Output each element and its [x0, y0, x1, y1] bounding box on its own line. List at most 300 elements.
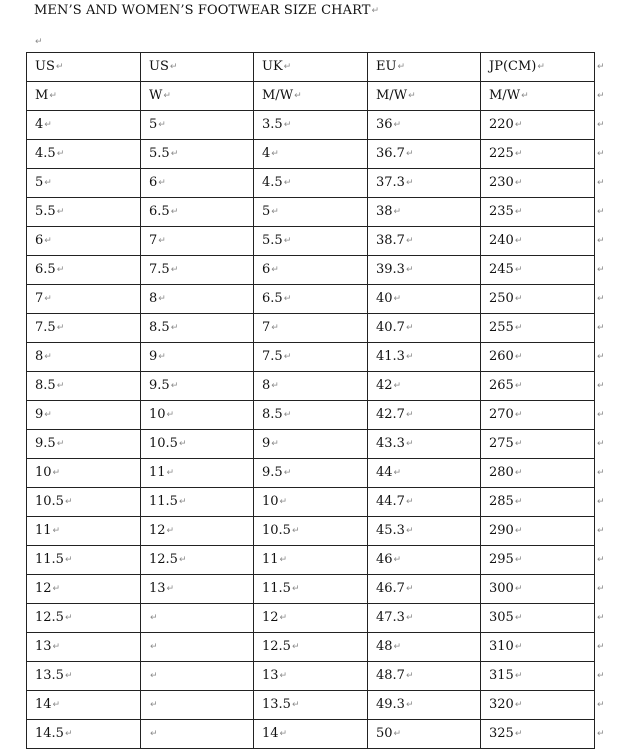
- table-row: [27, 517, 595, 546]
- cell-eu: [368, 430, 481, 459]
- cell-eu: [368, 720, 481, 749]
- row-end-mark-icon: ↵: [597, 409, 605, 420]
- cell-uk: [254, 517, 368, 546]
- cell-end-mark-icon: ↵: [166, 468, 175, 478]
- cell-end-mark-icon: ↵: [56, 207, 65, 217]
- cell-us-women: [141, 430, 254, 459]
- document-title-text: MEN’S AND WOMEN’S FOOTWEAR SIZE CHART: [34, 3, 371, 18]
- cell-end-mark-icon: ↵: [514, 700, 523, 710]
- paragraph-mark-icon: ↵: [371, 6, 380, 16]
- cell-text: 12.5: [149, 552, 178, 567]
- cell-end-mark-icon: ↵: [279, 613, 288, 623]
- document-title: [34, 3, 379, 18]
- cell-end-mark-icon: ↵: [64, 497, 73, 507]
- cell-uk: [254, 459, 368, 488]
- cell-us-women: [141, 227, 254, 256]
- cell-us-men: [27, 662, 141, 691]
- cell-text: 10.5: [35, 494, 64, 509]
- cell-end-mark-icon: ↵: [271, 149, 279, 159]
- cell-us-men: [27, 488, 141, 517]
- table-row: [27, 343, 595, 372]
- row-end-mark-icon: ↵: [597, 525, 605, 536]
- cell-end-mark-icon: ↵: [405, 352, 414, 362]
- cell-end-mark-icon: ↵: [291, 526, 300, 536]
- cell-end-mark-icon: ↵: [166, 526, 175, 536]
- cell-text: 6: [149, 175, 158, 190]
- cell-end-mark-icon: ↵: [169, 62, 178, 72]
- cell-us-women: [141, 488, 254, 517]
- cell-end-mark-icon: ↵: [158, 294, 166, 304]
- cell-uk: [254, 285, 368, 314]
- cell-us-men: [27, 343, 141, 372]
- table-row: [27, 372, 595, 401]
- cell-end-mark-icon: ↵: [158, 178, 166, 188]
- cell-uk: [254, 227, 368, 256]
- cell-uk: [254, 82, 368, 111]
- cell-text: 14: [262, 726, 279, 741]
- cell-us-women: [141, 140, 254, 169]
- cell-end-mark-icon: ↵: [283, 468, 292, 478]
- cell-text: US: [149, 59, 169, 74]
- cell-us-men: [27, 82, 141, 111]
- cell-end-mark-icon: ↵: [393, 468, 402, 478]
- cell-jp: [481, 575, 595, 604]
- table-row: [27, 575, 595, 604]
- cell-text: 300: [489, 581, 514, 596]
- cell-text: 6.5: [262, 291, 283, 306]
- row-end-marks: [597, 52, 609, 748]
- cell-end-mark-icon: ↵: [405, 178, 414, 188]
- cell-eu: [368, 401, 481, 430]
- cell-us-men: [27, 517, 141, 546]
- size-chart-body: [27, 53, 595, 749]
- cell-text: 225: [489, 146, 514, 161]
- cell-end-mark-icon: ↵: [291, 700, 300, 710]
- cell-text: 220: [489, 117, 514, 132]
- row-end-mark-icon: ↵: [597, 264, 605, 275]
- cell-text: 11: [149, 465, 166, 480]
- cell-text: 11: [35, 523, 52, 538]
- cell-text: 13.5: [35, 668, 64, 683]
- size-chart-table: [26, 52, 595, 749]
- cell-end-mark-icon: ↵: [170, 207, 179, 217]
- table-row: [27, 604, 595, 633]
- cell-text: 42: [376, 378, 393, 393]
- cell-end-mark-icon: ↵: [271, 381, 279, 391]
- cell-jp: [481, 633, 595, 662]
- cell-uk: [254, 430, 368, 459]
- cell-text: 320: [489, 697, 514, 712]
- cell-end-mark-icon: ↵: [44, 120, 52, 130]
- cell-text: 315: [489, 668, 514, 683]
- cell-text: 49.3: [376, 697, 405, 712]
- cell-end-mark-icon: ↵: [514, 526, 523, 536]
- cell-text: 265: [489, 378, 514, 393]
- cell-text: 10: [149, 407, 166, 422]
- row-end-mark-icon: ↵: [597, 148, 605, 159]
- cell-end-mark-icon: ↵: [150, 671, 158, 681]
- cell-end-mark-icon: ↵: [514, 236, 523, 246]
- cell-eu: [368, 691, 481, 720]
- cell-jp: [481, 82, 595, 111]
- cell-end-mark-icon: ↵: [158, 236, 166, 246]
- cell-us-men: [27, 575, 141, 604]
- cell-end-mark-icon: ↵: [514, 410, 523, 420]
- cell-text: 5: [149, 117, 158, 132]
- cell-text: 6.5: [35, 262, 56, 277]
- cell-end-mark-icon: ↵: [150, 729, 158, 739]
- cell-jp: [481, 401, 595, 430]
- cell-text: 7: [35, 291, 44, 306]
- cell-jp: [481, 430, 595, 459]
- cell-jp: [481, 372, 595, 401]
- cell-eu: [368, 662, 481, 691]
- row-end-mark-icon: ↵: [597, 206, 605, 217]
- cell-us-women: [141, 314, 254, 343]
- cell-text: UK: [262, 59, 283, 74]
- cell-end-mark-icon: ↵: [150, 700, 158, 710]
- cell-us-women: [141, 169, 254, 198]
- cell-jp: [481, 691, 595, 720]
- cell-end-mark-icon: ↵: [52, 584, 61, 594]
- cell-us-men: [27, 140, 141, 169]
- cell-text: 9: [149, 349, 158, 364]
- cell-end-mark-icon: ↵: [178, 555, 187, 565]
- cell-uk: [254, 691, 368, 720]
- cell-eu: [368, 198, 481, 227]
- cell-text: 11.5: [35, 552, 64, 567]
- cell-end-mark-icon: ↵: [514, 584, 523, 594]
- cell-uk: [254, 720, 368, 749]
- cell-end-mark-icon: ↵: [514, 265, 523, 275]
- cell-text: 245: [489, 262, 514, 277]
- cell-text: 6: [262, 262, 271, 277]
- cell-us-men: [27, 227, 141, 256]
- cell-text: 4: [262, 146, 271, 161]
- cell-text: 42.7: [376, 407, 405, 422]
- cell-text: 8.5: [262, 407, 283, 422]
- cell-jp: [481, 53, 595, 82]
- row-end-mark-icon: ↵: [597, 554, 605, 565]
- cell-jp: [481, 604, 595, 633]
- cell-text: 11.5: [262, 581, 291, 596]
- cell-text: 5: [262, 204, 271, 219]
- cell-end-mark-icon: ↵: [44, 352, 52, 362]
- cell-text: 48.7: [376, 668, 405, 683]
- cell-end-mark-icon: ↵: [166, 584, 175, 594]
- cell-end-mark-icon: ↵: [514, 729, 523, 739]
- cell-end-mark-icon: ↵: [397, 62, 405, 72]
- table-row: [27, 662, 595, 691]
- cell-end-mark-icon: ↵: [405, 236, 414, 246]
- cell-text: 48: [376, 639, 393, 654]
- cell-end-mark-icon: ↵: [393, 729, 402, 739]
- table-row: [27, 227, 595, 256]
- cell-us-women: [141, 720, 254, 749]
- table-row: [27, 285, 595, 314]
- cell-end-mark-icon: ↵: [393, 120, 402, 130]
- cell-text: 38: [376, 204, 393, 219]
- cell-text: EU: [376, 59, 397, 74]
- cell-uk: [254, 546, 368, 575]
- cell-text: 46: [376, 552, 393, 567]
- cell-text: M: [35, 88, 49, 103]
- cell-end-mark-icon: ↵: [158, 120, 166, 130]
- cell-end-mark-icon: ↵: [405, 439, 414, 449]
- cell-uk: [254, 343, 368, 372]
- cell-end-mark-icon: ↵: [52, 642, 61, 652]
- cell-text: 9.5: [262, 465, 283, 480]
- cell-eu: [368, 343, 481, 372]
- cell-text: 325: [489, 726, 514, 741]
- cell-end-mark-icon: ↵: [514, 207, 523, 217]
- cell-eu: [368, 517, 481, 546]
- cell-text: 8.5: [35, 378, 56, 393]
- cell-end-mark-icon: ↵: [514, 323, 523, 333]
- table-header-row: [27, 53, 595, 82]
- cell-eu: [368, 169, 481, 198]
- cell-uk: [254, 401, 368, 430]
- cell-end-mark-icon: ↵: [271, 439, 279, 449]
- cell-us-women: [141, 256, 254, 285]
- cell-text: 4: [35, 117, 44, 132]
- cell-text: 5.5: [149, 146, 170, 161]
- table-row: [27, 198, 595, 227]
- cell-end-mark-icon: ↵: [64, 729, 73, 739]
- cell-end-mark-icon: ↵: [393, 294, 402, 304]
- cell-text: 11.5: [149, 494, 178, 509]
- cell-jp: [481, 198, 595, 227]
- cell-text: 13.5: [262, 697, 291, 712]
- cell-end-mark-icon: ↵: [170, 149, 179, 159]
- row-end-mark-icon: ↵: [597, 235, 605, 246]
- cell-us-men: [27, 459, 141, 488]
- cell-text: 295: [489, 552, 514, 567]
- cell-uk: [254, 662, 368, 691]
- cell-jp: [481, 227, 595, 256]
- table-row: [27, 256, 595, 285]
- cell-us-men: [27, 720, 141, 749]
- cell-text: 230: [489, 175, 514, 190]
- cell-text: 290: [489, 523, 514, 538]
- cell-end-mark-icon: ↵: [514, 555, 523, 565]
- cell-text: 3.5: [262, 117, 283, 132]
- cell-end-mark-icon: ↵: [56, 439, 65, 449]
- cell-text: 235: [489, 204, 514, 219]
- cell-text: JP(CM): [489, 59, 537, 74]
- cell-text: 310: [489, 639, 514, 654]
- cell-end-mark-icon: ↵: [44, 236, 52, 246]
- cell-us-men: [27, 430, 141, 459]
- cell-text: 5.5: [262, 233, 283, 248]
- cell-end-mark-icon: ↵: [405, 584, 414, 594]
- row-end-mark-icon: ↵: [597, 670, 605, 681]
- cell-text: 305: [489, 610, 514, 625]
- cell-jp: [481, 546, 595, 575]
- cell-end-mark-icon: ↵: [52, 468, 61, 478]
- cell-end-mark-icon: ↵: [521, 91, 529, 101]
- cell-end-mark-icon: ↵: [514, 642, 523, 652]
- cell-jp: [481, 517, 595, 546]
- row-end-mark-icon: ↵: [597, 583, 605, 594]
- cell-us-men: [27, 285, 141, 314]
- cell-end-mark-icon: ↵: [283, 294, 292, 304]
- cell-end-mark-icon: ↵: [514, 613, 523, 623]
- cell-text: 12.5: [262, 639, 291, 654]
- cell-uk: [254, 256, 368, 285]
- cell-end-mark-icon: ↵: [56, 323, 65, 333]
- row-end-mark-icon: ↵: [597, 380, 605, 391]
- cell-eu: [368, 111, 481, 140]
- cell-text: 250: [489, 291, 514, 306]
- cell-jp: [481, 256, 595, 285]
- row-end-mark-icon: ↵: [597, 322, 605, 333]
- table-row: [27, 720, 595, 749]
- cell-text: 45.3: [376, 523, 405, 538]
- row-end-mark-icon: ↵: [597, 177, 605, 188]
- cell-end-mark-icon: ↵: [405, 526, 414, 536]
- cell-uk: [254, 633, 368, 662]
- cell-end-mark-icon: ↵: [393, 381, 402, 391]
- cell-text: 285: [489, 494, 514, 509]
- cell-text: 8: [35, 349, 44, 364]
- cell-text: 13: [149, 581, 166, 596]
- cell-text: 6.5: [149, 204, 170, 219]
- row-end-mark-icon: ↵: [597, 438, 605, 449]
- cell-jp: [481, 140, 595, 169]
- cell-end-mark-icon: ↵: [150, 642, 158, 652]
- cell-text: 47.3: [376, 610, 405, 625]
- cell-text: 36: [376, 117, 393, 132]
- cell-text: 10: [35, 465, 52, 480]
- cell-end-mark-icon: ↵: [52, 526, 61, 536]
- row-end-mark-icon: ↵: [597, 699, 605, 710]
- cell-text: 9: [262, 436, 271, 451]
- cell-us-men: [27, 256, 141, 285]
- cell-uk: [254, 314, 368, 343]
- cell-us-men: [27, 546, 141, 575]
- cell-us-women: [141, 343, 254, 372]
- table-subheader-row: [27, 82, 595, 111]
- cell-us-men: [27, 314, 141, 343]
- cell-text: 44.7: [376, 494, 405, 509]
- row-end-mark-icon: ↵: [597, 612, 605, 623]
- cell-uk: [254, 198, 368, 227]
- cell-text: 7: [262, 320, 271, 335]
- cell-text: W: [149, 88, 163, 103]
- table-row: [27, 401, 595, 430]
- cell-end-mark-icon: ↵: [44, 294, 52, 304]
- cell-text: 12.5: [35, 610, 64, 625]
- row-end-mark-icon: ↵: [597, 496, 605, 507]
- cell-uk: [254, 140, 368, 169]
- cell-end-mark-icon: ↵: [283, 352, 292, 362]
- table-row: [27, 169, 595, 198]
- cell-us-women: [141, 111, 254, 140]
- cell-us-women: [141, 662, 254, 691]
- cell-us-women: [141, 459, 254, 488]
- cell-text: 12: [149, 523, 166, 538]
- cell-text: 41.3: [376, 349, 405, 364]
- cell-us-men: [27, 691, 141, 720]
- cell-end-mark-icon: ↵: [514, 671, 523, 681]
- cell-text: 11: [262, 552, 279, 567]
- cell-text: 12: [35, 581, 52, 596]
- paragraph-mark-icon: ↵: [35, 37, 43, 47]
- cell-jp: [481, 111, 595, 140]
- cell-end-mark-icon: ↵: [514, 294, 523, 304]
- cell-uk: [254, 575, 368, 604]
- cell-eu: [368, 314, 481, 343]
- cell-uk: [254, 372, 368, 401]
- cell-end-mark-icon: ↵: [405, 410, 414, 420]
- cell-end-mark-icon: ↵: [279, 555, 288, 565]
- cell-jp: [481, 169, 595, 198]
- cell-text: 7: [149, 233, 158, 248]
- cell-text: 240: [489, 233, 514, 248]
- cell-text: 14: [35, 697, 52, 712]
- cell-text: 38.7: [376, 233, 405, 248]
- cell-text: 260: [489, 349, 514, 364]
- cell-end-mark-icon: ↵: [64, 613, 73, 623]
- cell-end-mark-icon: ↵: [405, 613, 414, 623]
- table-row: [27, 546, 595, 575]
- cell-us-women: [141, 401, 254, 430]
- cell-jp: [481, 720, 595, 749]
- cell-text: 43.3: [376, 436, 405, 451]
- cell-end-mark-icon: ↵: [279, 497, 288, 507]
- cell-end-mark-icon: ↵: [514, 381, 523, 391]
- cell-text: 50: [376, 726, 393, 741]
- cell-us-men: [27, 198, 141, 227]
- cell-end-mark-icon: ↵: [166, 410, 175, 420]
- cell-end-mark-icon: ↵: [393, 642, 402, 652]
- cell-eu: [368, 285, 481, 314]
- cell-end-mark-icon: ↵: [55, 62, 64, 72]
- cell-text: 36.7: [376, 146, 405, 161]
- cell-end-mark-icon: ↵: [405, 265, 414, 275]
- cell-end-mark-icon: ↵: [405, 671, 414, 681]
- cell-end-mark-icon: ↵: [170, 265, 179, 275]
- cell-end-mark-icon: ↵: [514, 439, 523, 449]
- cell-text: 8: [262, 378, 271, 393]
- cell-end-mark-icon: ↵: [283, 410, 292, 420]
- cell-text: 9.5: [149, 378, 170, 393]
- cell-end-mark-icon: ↵: [56, 149, 65, 159]
- cell-end-mark-icon: ↵: [158, 352, 166, 362]
- cell-end-mark-icon: ↵: [405, 497, 414, 507]
- cell-text: 10.5: [149, 436, 178, 451]
- cell-text: 14.5: [35, 726, 64, 741]
- table-row: [27, 111, 595, 140]
- cell-text: 8.5: [149, 320, 170, 335]
- cell-jp: [481, 285, 595, 314]
- cell-us-women: [141, 53, 254, 82]
- cell-us-women: [141, 372, 254, 401]
- table-row: [27, 314, 595, 343]
- row-end-mark-icon: ↵: [597, 728, 605, 739]
- row-end-mark-icon: ↵: [597, 90, 605, 101]
- cell-text: 13: [262, 668, 279, 683]
- cell-end-mark-icon: ↵: [283, 178, 292, 188]
- cell-us-men: [27, 604, 141, 633]
- cell-us-women: [141, 633, 254, 662]
- cell-text: M/W: [376, 88, 408, 103]
- row-end-mark-icon: ↵: [597, 61, 605, 72]
- cell-end-mark-icon: ↵: [271, 265, 279, 275]
- cell-text: 4.5: [262, 175, 283, 190]
- cell-text: 275: [489, 436, 514, 451]
